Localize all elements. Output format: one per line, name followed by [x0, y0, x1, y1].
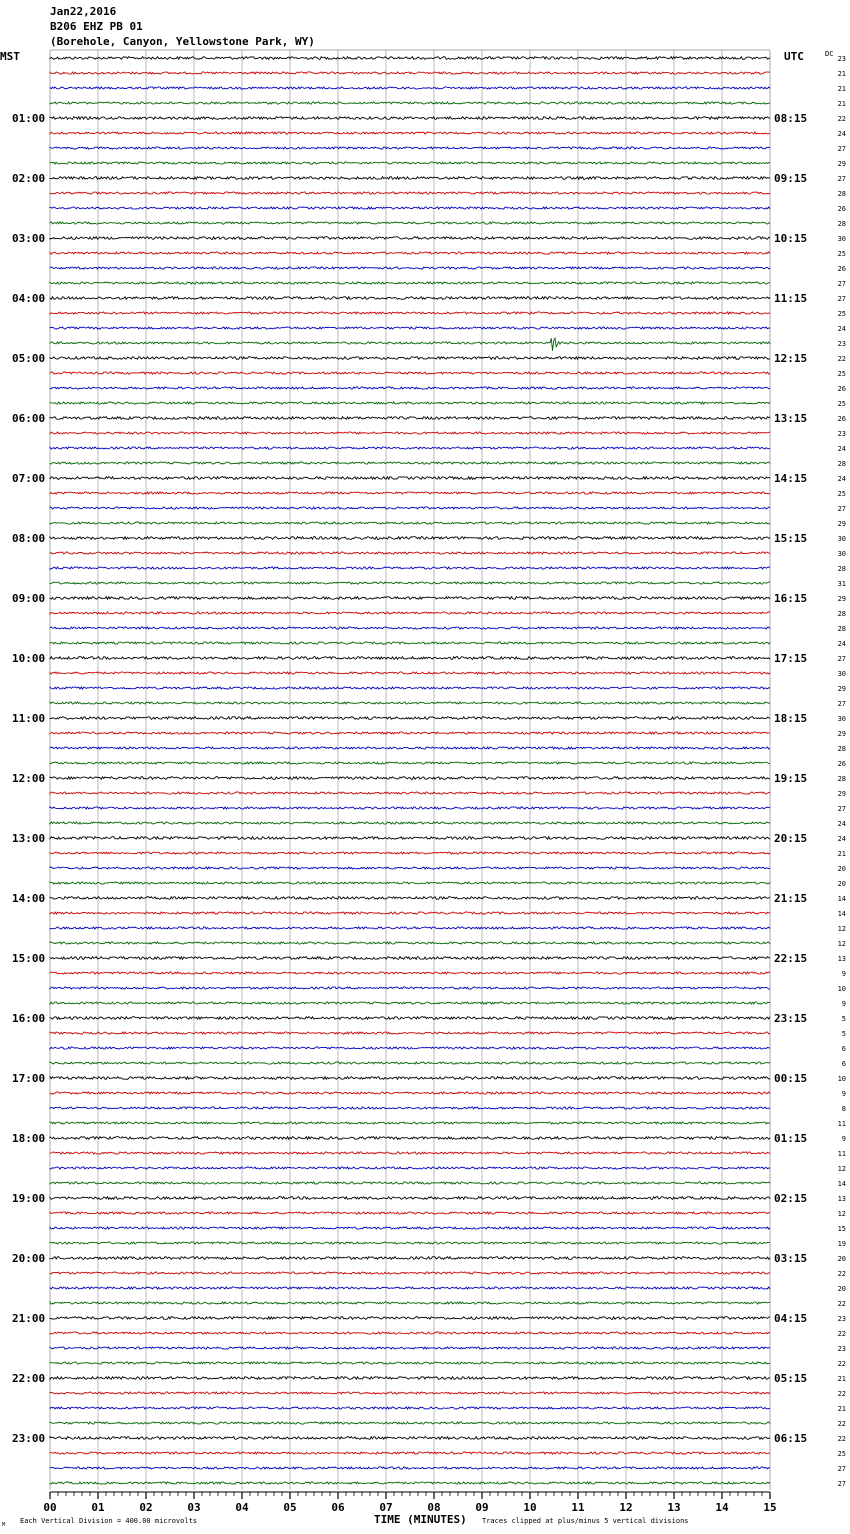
utc-hour-label: 05:15	[774, 1372, 808, 1385]
dc-offset-label: 23	[837, 340, 846, 348]
dc-offset-label: 14	[837, 1180, 846, 1188]
dc-offset-label: 27	[837, 655, 846, 663]
seismic-trace-17	[50, 312, 770, 314]
dc-offset-label: 22	[837, 1360, 846, 1368]
mst-hour-label: 12:00	[12, 772, 46, 785]
header-location: (Borehole, Canyon, Yellowstone Park, WY)	[50, 35, 315, 48]
seismic-trace-7	[50, 162, 770, 164]
dc-offset-label: 24	[837, 820, 846, 828]
dc-offset-label: 22	[837, 355, 846, 363]
dc-offset-label: 12	[837, 940, 846, 948]
x-tick-label: 05	[283, 1501, 297, 1514]
seismic-trace-93	[50, 1452, 770, 1454]
seismic-trace-67	[50, 1062, 770, 1064]
seismic-trace-21	[50, 372, 770, 374]
seismic-trace-16	[50, 297, 770, 300]
utc-hour-label: 23:15	[774, 1012, 808, 1025]
seismic-trace-38	[50, 627, 770, 629]
dc-offset-label: 22	[837, 1420, 846, 1428]
mst-hour-label: 07:00	[12, 472, 46, 485]
dc-offset-label: 22	[837, 1270, 846, 1278]
dc-offset-label: 9	[841, 1135, 846, 1143]
seismic-trace-57	[50, 912, 770, 914]
seismic-trace-82	[50, 1287, 770, 1289]
seismic-trace-58	[50, 927, 770, 929]
seismic-trace-84	[50, 1317, 770, 1320]
seismic-trace-76	[50, 1197, 770, 1200]
dc-offset-label: 27	[837, 805, 846, 813]
seismic-trace-83	[50, 1302, 770, 1304]
dc-offset-label: 26	[837, 205, 846, 213]
seismic-trace-49	[50, 792, 770, 794]
dc-offset-label: 24	[837, 445, 846, 453]
dc-offset-label: 21	[837, 850, 846, 858]
seismic-trace-42	[50, 687, 770, 689]
seismic-trace-29	[50, 492, 770, 494]
x-tick-label: 13	[667, 1501, 681, 1514]
dc-offset-label: 23	[837, 430, 846, 438]
seismic-trace-70	[50, 1107, 770, 1109]
dc-offset-label: 6	[841, 1045, 846, 1053]
utc-hour-label: 06:15	[774, 1432, 808, 1445]
dc-offset-label: 26	[837, 760, 846, 768]
mst-zone-label: MST	[0, 50, 20, 63]
dc-offset-label: 13	[837, 1195, 846, 1203]
seismic-trace-77	[50, 1212, 770, 1214]
dc-offset-label: 22	[837, 1330, 846, 1338]
utc-hour-label: 14:15	[774, 472, 808, 485]
seismic-trace-85	[50, 1332, 770, 1334]
seismic-trace-50	[50, 807, 770, 809]
utc-hour-label: 03:15	[774, 1252, 808, 1265]
seismic-trace-39	[50, 642, 770, 644]
corner-mark: M	[2, 1522, 6, 1528]
seismic-trace-44	[50, 717, 770, 720]
seismic-trace-91	[50, 1422, 770, 1424]
seismic-trace-43	[50, 702, 770, 704]
dc-offset-label: 29	[837, 685, 846, 693]
dc-offset-label: 29	[837, 160, 846, 168]
seismic-trace-33	[50, 552, 770, 554]
x-tick-label: 07	[379, 1501, 393, 1514]
mst-hour-label: 19:00	[12, 1192, 46, 1205]
seismic-trace-52	[50, 837, 770, 840]
dc-offset-label: 8	[841, 1105, 846, 1113]
seismic-trace-22	[50, 387, 770, 389]
utc-hour-label: 15:15	[774, 532, 808, 545]
dc-offset-label: 24	[837, 475, 846, 483]
seismic-trace-15	[50, 282, 770, 284]
dc-offset-label: 27	[837, 505, 846, 513]
seismic-trace-69	[50, 1092, 770, 1094]
seismic-trace-1	[50, 72, 770, 74]
dc-offset-label: 31	[837, 580, 846, 588]
dc-offset-label: 12	[837, 925, 846, 933]
seismic-trace-72	[50, 1137, 770, 1140]
seismic-trace-26	[50, 447, 770, 449]
dc-offset-label: 27	[837, 700, 846, 708]
mst-hour-label: 23:00	[12, 1432, 46, 1445]
dc-offset-label: 28	[837, 565, 846, 573]
seismic-trace-89	[50, 1392, 770, 1394]
dc-offset-label: 22	[837, 1300, 846, 1308]
seismic-trace-41	[50, 672, 770, 674]
dc-offset-label: 21	[837, 1405, 846, 1413]
dc-offset-label: 28	[837, 610, 846, 618]
mst-hour-label: 06:00	[12, 412, 46, 425]
seismic-trace-65	[50, 1032, 770, 1034]
dc-offset-label: 23	[837, 1345, 846, 1353]
seismic-trace-27	[50, 462, 770, 464]
utc-hour-label: 11:15	[774, 292, 808, 305]
x-tick-label: 06	[331, 1501, 345, 1514]
dc-offset-label: 14	[837, 910, 846, 918]
dc-offset-label: 20	[837, 1255, 846, 1263]
dc-offset-label: 29	[837, 595, 846, 603]
x-tick-label: 14	[715, 1501, 729, 1514]
seismic-trace-66	[50, 1047, 770, 1049]
seismic-trace-14	[50, 267, 770, 269]
seismic-trace-32	[50, 537, 770, 540]
seismic-trace-11	[50, 222, 770, 224]
dc-offset-label: 30	[837, 535, 846, 543]
dc-offset-label: 25	[837, 370, 846, 378]
seismic-trace-30	[50, 507, 770, 509]
dc-offset-label: 28	[837, 775, 846, 783]
dc-offset-label: 24	[837, 130, 846, 138]
seismic-trace-28	[50, 477, 770, 480]
seismic-trace-3	[50, 102, 770, 104]
seismic-trace-56	[50, 897, 770, 900]
seismic-trace-79	[50, 1242, 770, 1244]
mst-hour-label: 03:00	[12, 232, 46, 245]
dc-offset-label: 10	[837, 985, 846, 993]
seismic-trace-20	[50, 357, 770, 360]
x-tick-label: 09	[475, 1501, 489, 1514]
seismic-trace-92	[50, 1437, 770, 1440]
dc-offset-label: 5	[841, 1015, 846, 1023]
utc-hour-label: 17:15	[774, 652, 808, 665]
seismic-trace-73	[50, 1152, 770, 1154]
seismic-trace-86	[50, 1347, 770, 1349]
dc-offset-label: 14	[837, 895, 846, 903]
mst-hour-label: 22:00	[12, 1372, 46, 1385]
dc-offset-label: 30	[837, 235, 846, 243]
utc-hour-label: 10:15	[774, 232, 808, 245]
utc-hour-label: 16:15	[774, 592, 808, 605]
seismic-trace-45	[50, 732, 770, 734]
x-tick-label: 04	[235, 1501, 249, 1514]
dc-offset-label: 28	[837, 625, 846, 633]
mst-hour-label: 10:00	[12, 652, 46, 665]
seismic-trace-51	[50, 822, 770, 824]
mst-hour-label: 04:00	[12, 292, 46, 305]
mst-hour-label: 18:00	[12, 1132, 46, 1145]
dc-offset-label: 27	[837, 1465, 846, 1473]
x-tick-label: 10	[523, 1501, 537, 1514]
mst-hour-label: 14:00	[12, 892, 46, 905]
seismic-trace-10	[50, 207, 770, 209]
dc-offset-label: 27	[837, 295, 846, 303]
utc-hour-label: 18:15	[774, 712, 808, 725]
dc-offset-label: 15	[837, 1225, 846, 1233]
seismic-trace-9	[50, 192, 770, 194]
seismic-trace-71	[50, 1122, 770, 1124]
dc-offset-label: 25	[837, 400, 846, 408]
dc-offset-label: 9	[841, 970, 846, 978]
utc-hour-label: 12:15	[774, 352, 808, 365]
x-tick-label: 15	[763, 1501, 777, 1514]
dc-offset-label: 30	[837, 670, 846, 678]
dc-offset-label: 5	[841, 1030, 846, 1038]
dc-offset-label: 21	[837, 85, 846, 93]
dc-offset-label: 22	[837, 1390, 846, 1398]
seismic-trace-46	[50, 747, 770, 749]
seismic-trace-2	[50, 87, 770, 89]
seismic-trace-75	[50, 1182, 770, 1184]
mst-hour-label: 05:00	[12, 352, 46, 365]
seismic-trace-90	[50, 1407, 770, 1409]
seismic-trace-18	[50, 327, 770, 329]
dc-offset-label: 29	[837, 520, 846, 528]
clip-note: Traces clipped at plus/minus 5 vertical divisions	[482, 1517, 689, 1525]
seismic-trace-54	[50, 867, 770, 869]
mst-hour-label: 02:00	[12, 172, 46, 185]
dc-offset-label: 25	[837, 1450, 846, 1458]
dc-offset-label: 28	[837, 190, 846, 198]
dc-offset-label: 26	[837, 415, 846, 423]
dc-offset-label: 27	[837, 145, 846, 153]
dc-offset-label: 23	[837, 55, 846, 63]
seismic-trace-34	[50, 567, 770, 569]
utc-hour-label: 08:15	[774, 112, 808, 125]
utc-hour-label: 02:15	[774, 1192, 808, 1205]
utc-hour-label: 01:15	[774, 1132, 808, 1145]
seismic-trace-63	[50, 1002, 770, 1004]
scale-note: Each Vertical Division = 400.00 microvolts	[20, 1517, 198, 1525]
utc-hour-label: 19:15	[774, 772, 808, 785]
mst-hour-label: 08:00	[12, 532, 46, 545]
seismic-trace-87	[50, 1362, 770, 1364]
seismic-trace-74	[50, 1167, 770, 1169]
seismic-trace-78	[50, 1227, 770, 1229]
dc-offset-label: 9	[841, 1000, 846, 1008]
x-tick-label: 12	[619, 1501, 633, 1514]
mst-hour-label: 13:00	[12, 832, 46, 845]
x-tick-label: 02	[139, 1501, 153, 1514]
dc-offset-label: 12	[837, 1165, 846, 1173]
seismic-trace-24	[50, 417, 770, 420]
seismic-trace-64	[50, 1017, 770, 1020]
utc-hour-label: 21:15	[774, 892, 808, 905]
dc-offset-label: 26	[837, 265, 846, 273]
dc-offset-label: 29	[837, 790, 846, 798]
dc-offset-label: 25	[837, 250, 846, 258]
seismic-trace-61	[50, 972, 770, 974]
dc-offset-label: 20	[837, 1285, 846, 1293]
mst-hour-label: 20:00	[12, 1252, 46, 1265]
trace-group	[50, 57, 770, 1484]
seismic-trace-94	[50, 1467, 770, 1469]
x-tick-label: 03	[187, 1501, 201, 1514]
seismic-trace-12	[50, 237, 770, 240]
dc-offset-label: 27	[837, 280, 846, 288]
mst-hour-label: 01:00	[12, 112, 46, 125]
seismic-trace-0	[50, 57, 770, 60]
utc-hour-label: 00:15	[774, 1072, 808, 1085]
seismic-trace-4	[50, 117, 770, 120]
seismic-trace-40	[50, 657, 770, 660]
dc-offset-label: 12	[837, 1210, 846, 1218]
utc-hour-label: 04:15	[774, 1312, 808, 1325]
dc-offset-label: 26	[837, 385, 846, 393]
dc-offset-label: 29	[837, 730, 846, 738]
dc-offset-label: 24	[837, 640, 846, 648]
x-tick-label: 08	[427, 1501, 441, 1514]
dc-offset-label: 24	[837, 835, 846, 843]
utc-hour-label: 22:15	[774, 952, 808, 965]
seismic-trace-68	[50, 1077, 770, 1080]
seismic-trace-25	[50, 432, 770, 434]
dc-offset-label: 21	[837, 70, 846, 78]
dc-offset-label: 6	[841, 1060, 846, 1068]
dc-offset-label: 10	[837, 1075, 846, 1083]
x-tick-label: 01	[91, 1501, 105, 1514]
seismic-trace-59	[50, 942, 770, 944]
dc-offset-label: 11	[837, 1120, 846, 1128]
seismic-trace-80	[50, 1257, 770, 1260]
dc-offset-label: 9	[841, 1090, 846, 1098]
dc-offset-label: 30	[837, 550, 846, 558]
header-station: B206 EHZ PB 01	[50, 20, 143, 33]
utc-hour-label: 09:15	[774, 172, 808, 185]
x-tick-label: 11	[571, 1501, 585, 1514]
seismic-trace-5	[50, 132, 770, 134]
x-tick-label: 00	[43, 1501, 57, 1514]
mst-hour-label: 21:00	[12, 1312, 46, 1325]
seismic-trace-19	[50, 338, 770, 351]
dc-offset-label: 13	[837, 955, 846, 963]
dc-offset-label: 27	[837, 1480, 846, 1488]
seismic-trace-36	[50, 597, 770, 600]
mst-hour-label: 15:00	[12, 952, 46, 965]
dc-offset-label: 19	[837, 1240, 846, 1248]
seismic-trace-48	[50, 777, 770, 780]
dc-offset-label: 11	[837, 1150, 846, 1158]
dc-offset-label: 24	[837, 325, 846, 333]
mst-hour-label: 17:00	[12, 1072, 46, 1085]
seismic-trace-23	[50, 402, 770, 404]
dc-offset-label: 22	[837, 115, 846, 123]
seismic-trace-95	[50, 1482, 770, 1484]
mst-hour-label: 16:00	[12, 1012, 46, 1025]
dc-offset-label: 21	[837, 1375, 846, 1383]
seismic-trace-35	[50, 582, 770, 584]
header-date: Jan22,2016	[50, 5, 117, 18]
dc-offset-label: 30	[837, 715, 846, 723]
dc-offset-label: 27	[837, 175, 846, 183]
dc-offset-label: 20	[837, 865, 846, 873]
seismic-trace-60	[50, 957, 770, 960]
dc-offset-label: 21	[837, 100, 846, 108]
seismic-trace-81	[50, 1272, 770, 1274]
time-axis-ticks	[43, 1492, 776, 1514]
dc-label: DC	[825, 50, 834, 58]
mst-hour-label: 09:00	[12, 592, 46, 605]
dc-offset-label: 28	[837, 460, 846, 468]
dc-offset-label: 28	[837, 745, 846, 753]
dc-offset-label: 23	[837, 1315, 846, 1323]
utc-hour-label: 13:15	[774, 412, 808, 425]
seismic-trace-62	[50, 987, 770, 989]
seismic-trace-47	[50, 762, 770, 764]
dc-offset-label: 28	[837, 220, 846, 228]
x-axis-title: TIME (MINUTES)	[374, 1513, 467, 1526]
seismic-trace-6	[50, 147, 770, 149]
dc-offset-label: 22	[837, 1435, 846, 1443]
dc-offset-label: 25	[837, 310, 846, 318]
dc-offset-label: 20	[837, 880, 846, 888]
seismic-trace-37	[50, 612, 770, 614]
mst-hour-label: 11:00	[12, 712, 46, 725]
seismic-trace-13	[50, 252, 770, 254]
seismic-trace-88	[50, 1377, 770, 1380]
seismic-trace-31	[50, 522, 770, 524]
utc-hour-label: 20:15	[774, 832, 808, 845]
seismic-trace-55	[50, 882, 770, 884]
seismic-trace-53	[50, 852, 770, 854]
dc-offset-label: 25	[837, 490, 846, 498]
utc-zone-label: UTC	[784, 50, 804, 63]
seismic-trace-8	[50, 177, 770, 180]
